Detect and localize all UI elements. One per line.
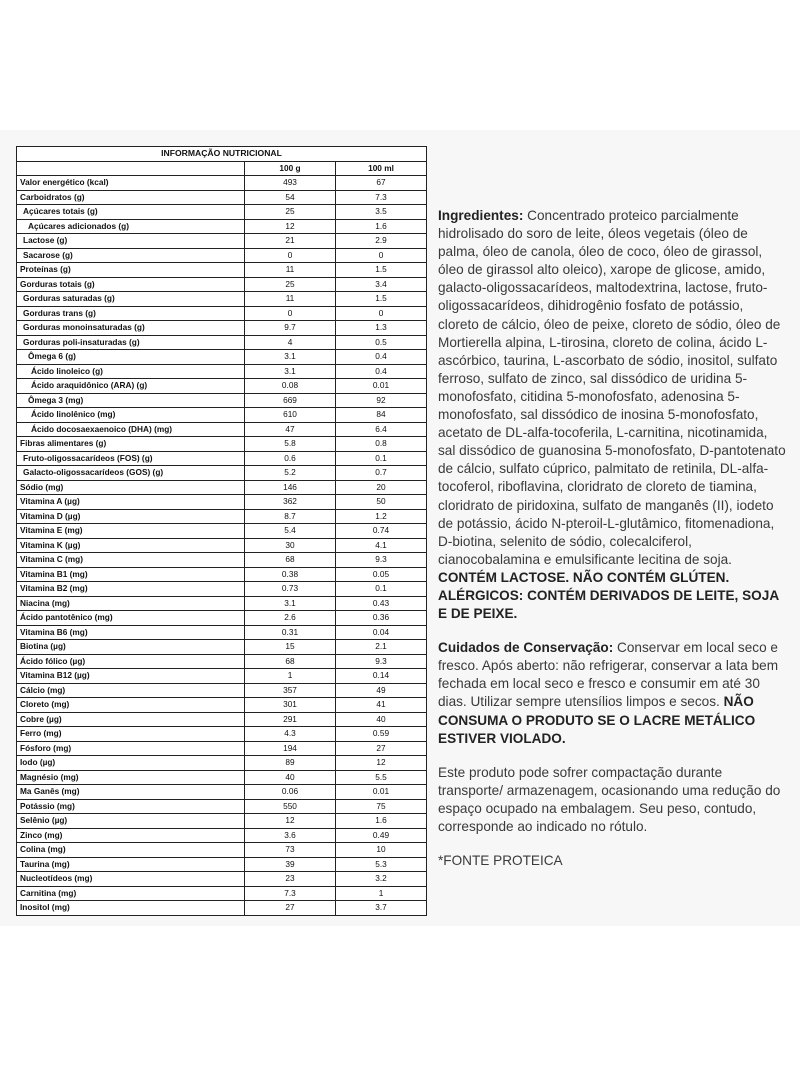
nutrient-name: Vitamina C (mg) bbox=[17, 553, 245, 568]
value-100ml: 0.1 bbox=[336, 451, 427, 466]
protein-footnote: *FONTE PROTEICA bbox=[438, 853, 563, 869]
value-100ml: 0 bbox=[336, 306, 427, 321]
table-row bbox=[17, 654, 427, 669]
value-100g: 2.6 bbox=[245, 611, 336, 626]
value-100ml: 3.5 bbox=[336, 205, 427, 220]
value-100g: 362 bbox=[245, 495, 336, 510]
value-100g: 5.4 bbox=[245, 524, 336, 539]
value-100ml: 1.6 bbox=[336, 814, 427, 829]
value-100ml: 1.6 bbox=[336, 219, 427, 234]
value-100ml: 1.3 bbox=[336, 321, 427, 336]
care-label: Cuidados de Conservação: bbox=[438, 640, 614, 656]
nutrient-name: Açúcares totais (g) bbox=[17, 205, 245, 220]
value-100g: 5.8 bbox=[245, 437, 336, 452]
value-100g: 23 bbox=[245, 872, 336, 887]
value-100ml: 3.4 bbox=[336, 277, 427, 292]
value-100ml: 50 bbox=[336, 495, 427, 510]
value-100ml: 1.5 bbox=[336, 263, 427, 278]
nutrient-name: Vitamina A (µg) bbox=[17, 495, 245, 510]
table-row bbox=[17, 190, 427, 205]
table-row bbox=[17, 292, 427, 307]
table-row bbox=[17, 683, 427, 698]
nutrient-name: Carnitina (mg) bbox=[17, 886, 245, 901]
value-100ml: 1.5 bbox=[336, 292, 427, 307]
value-100g: 194 bbox=[245, 741, 336, 756]
value-100g: 0 bbox=[245, 248, 336, 263]
nutrition-header-blank bbox=[17, 161, 245, 176]
value-100ml: 20 bbox=[336, 480, 427, 495]
value-100g: 9.7 bbox=[245, 321, 336, 336]
value-100g: 68 bbox=[245, 553, 336, 568]
table-row bbox=[17, 538, 427, 553]
value-100ml: 0.43 bbox=[336, 596, 427, 611]
value-100ml: 27 bbox=[336, 741, 427, 756]
table-row bbox=[17, 770, 427, 785]
value-100g: 68 bbox=[245, 654, 336, 669]
value-100ml: 0.05 bbox=[336, 567, 427, 582]
table-row bbox=[17, 205, 427, 220]
column-header-100ml: 100 ml bbox=[336, 161, 427, 176]
value-100ml: 2.9 bbox=[336, 234, 427, 249]
nutrient-name: Magnésio (mg) bbox=[17, 770, 245, 785]
table-row bbox=[17, 335, 427, 350]
value-100ml: 5.5 bbox=[336, 770, 427, 785]
value-100g: 0.6 bbox=[245, 451, 336, 466]
value-100g: 12 bbox=[245, 219, 336, 234]
value-100ml: 3.7 bbox=[336, 901, 427, 916]
seal-warning: NÃO CONSUMA O PRODUTO SE O LACRE METÁLICO ESTIVER VIOLADO. bbox=[438, 694, 756, 746]
nutrient-name: Fósforo (mg) bbox=[17, 741, 245, 756]
value-100g: 493 bbox=[245, 176, 336, 191]
value-100g: 47 bbox=[245, 422, 336, 437]
value-100ml: 10 bbox=[336, 843, 427, 858]
value-100g: 0.08 bbox=[245, 379, 336, 394]
value-100g: 11 bbox=[245, 263, 336, 278]
nutrition-header-row bbox=[17, 161, 427, 176]
value-100g: 3.1 bbox=[245, 596, 336, 611]
value-100ml: 0.5 bbox=[336, 335, 427, 350]
value-100g: 3.6 bbox=[245, 828, 336, 843]
value-100ml: 0 bbox=[336, 248, 427, 263]
table-row bbox=[17, 567, 427, 582]
table-row bbox=[17, 596, 427, 611]
table-row bbox=[17, 886, 427, 901]
nutrient-name: Proteínas (g) bbox=[17, 263, 245, 278]
nutrient-name: Inositol (mg) bbox=[17, 901, 245, 916]
nutrient-name: Ácido pantotênico (mg) bbox=[17, 611, 245, 626]
value-100ml: 9.3 bbox=[336, 654, 427, 669]
table-row bbox=[17, 799, 427, 814]
nutrient-name: Cálcio (mg) bbox=[17, 683, 245, 698]
value-100g: 25 bbox=[245, 277, 336, 292]
table-row bbox=[17, 176, 427, 191]
table-row bbox=[17, 422, 427, 437]
nutrient-name: Ácido fólico (µg) bbox=[17, 654, 245, 669]
nutrient-name: Zinco (mg) bbox=[17, 828, 245, 843]
value-100g: 8.7 bbox=[245, 509, 336, 524]
table-row bbox=[17, 263, 427, 278]
value-100g: 40 bbox=[245, 770, 336, 785]
nutrient-name: Vitamina D (µg) bbox=[17, 509, 245, 524]
table-row bbox=[17, 437, 427, 452]
nutrient-name: Potássio (mg) bbox=[17, 799, 245, 814]
value-100g: 301 bbox=[245, 698, 336, 713]
value-100ml: 75 bbox=[336, 799, 427, 814]
value-100g: 0.31 bbox=[245, 625, 336, 640]
nutrient-name: Selênio (µg) bbox=[17, 814, 245, 829]
nutrient-name: Gorduras monoinsaturadas (g) bbox=[17, 321, 245, 336]
nutrient-name: Nucleotídeos (mg) bbox=[17, 872, 245, 887]
value-100g: 11 bbox=[245, 292, 336, 307]
table-row bbox=[17, 466, 427, 481]
value-100ml: 0.04 bbox=[336, 625, 427, 640]
nutrient-name: Gorduras totais (g) bbox=[17, 277, 245, 292]
value-100ml: 2.1 bbox=[336, 640, 427, 655]
table-row bbox=[17, 640, 427, 655]
table-row bbox=[17, 393, 427, 408]
table-row bbox=[17, 582, 427, 597]
value-100g: 12 bbox=[245, 814, 336, 829]
value-100g: 610 bbox=[245, 408, 336, 423]
nutrient-name: Vitamina K (µg) bbox=[17, 538, 245, 553]
nutrient-name: Gorduras poli-insaturadas (g) bbox=[17, 335, 245, 350]
nutrition-body bbox=[17, 176, 427, 916]
care-paragraph bbox=[438, 639, 786, 748]
value-100g: 1 bbox=[245, 669, 336, 684]
value-100g: 73 bbox=[245, 843, 336, 858]
nutrient-name: Ma Ganês (mg) bbox=[17, 785, 245, 800]
value-100g: 25 bbox=[245, 205, 336, 220]
value-100ml: 6.4 bbox=[336, 422, 427, 437]
nutrient-name: Iodo (µg) bbox=[17, 756, 245, 771]
table-row bbox=[17, 306, 427, 321]
value-100ml: 0.49 bbox=[336, 828, 427, 843]
nutrition-title: INFORMAÇÃO NUTRICIONAL bbox=[17, 147, 427, 162]
ingredients-label: Ingredientes: bbox=[438, 208, 524, 223]
table-row bbox=[17, 248, 427, 263]
table-row bbox=[17, 408, 427, 423]
value-100ml: 49 bbox=[336, 683, 427, 698]
care-text: Conservar em local seco e fresco. Após aberto: não refrigerar, conservar a lata bem fechada em local seco e fresco e consumir em até 30 dias. Utilizar sempre utensílios limpos e secos. bbox=[438, 640, 779, 710]
value-100g: 54 bbox=[245, 190, 336, 205]
table-row bbox=[17, 234, 427, 249]
nutrient-name: Cobre (µg) bbox=[17, 712, 245, 727]
table-row bbox=[17, 857, 427, 872]
value-100ml: 84 bbox=[336, 408, 427, 423]
value-100g: 4 bbox=[245, 335, 336, 350]
value-100g: 146 bbox=[245, 480, 336, 495]
table-row bbox=[17, 451, 427, 466]
nutrient-name: Sódio (mg) bbox=[17, 480, 245, 495]
value-100ml: 0.01 bbox=[336, 379, 427, 394]
value-100ml: 0.8 bbox=[336, 437, 427, 452]
nutrient-name: Ômega 6 (g) bbox=[17, 350, 245, 365]
nutrient-name: Lactose (g) bbox=[17, 234, 245, 249]
nutrient-name: Ácido linoleico (g) bbox=[17, 364, 245, 379]
value-100ml: 9.3 bbox=[336, 553, 427, 568]
value-100ml: 67 bbox=[336, 176, 427, 191]
value-100g: 7.3 bbox=[245, 886, 336, 901]
table-row bbox=[17, 480, 427, 495]
value-100ml: 5.3 bbox=[336, 857, 427, 872]
nutrient-name: Colina (mg) bbox=[17, 843, 245, 858]
nutrient-name: Ferro (mg) bbox=[17, 727, 245, 742]
nutrient-name: Carboidratos (g) bbox=[17, 190, 245, 205]
table-row bbox=[17, 828, 427, 843]
table-row bbox=[17, 524, 427, 539]
nutrient-name: Galacto-oligossacarídeos (GOS) (g) bbox=[17, 466, 245, 481]
table-row bbox=[17, 277, 427, 292]
nutrient-name: Ácido docosaexaenoico (DHA) (mg) bbox=[17, 422, 245, 437]
value-100ml: 0.14 bbox=[336, 669, 427, 684]
table-row bbox=[17, 712, 427, 727]
nutrient-name: Fruto-oligossacarídeos (FOS) (g) bbox=[17, 451, 245, 466]
table-row bbox=[17, 321, 427, 336]
table-row bbox=[17, 727, 427, 742]
table-row bbox=[17, 379, 427, 394]
nutrient-name: Gorduras saturadas (g) bbox=[17, 292, 245, 307]
table-row bbox=[17, 495, 427, 510]
table-row bbox=[17, 698, 427, 713]
value-100ml: 0.59 bbox=[336, 727, 427, 742]
allergen-warning: CONTÉM LACTOSE. NÃO CONTÉM GLÚTEN. ALÉRGICOS: CONTÉM DERIVADOS DE LEITE, SOJA E DE PEIXE. bbox=[438, 569, 779, 622]
table-row bbox=[17, 814, 427, 829]
value-100ml: 0.36 bbox=[336, 611, 427, 626]
value-100ml: 0.7 bbox=[336, 466, 427, 481]
value-100g: 550 bbox=[245, 799, 336, 814]
value-100g: 0.06 bbox=[245, 785, 336, 800]
nutrient-name: Sacarose (g) bbox=[17, 248, 245, 263]
table-row bbox=[17, 219, 427, 234]
value-100g: 0.73 bbox=[245, 582, 336, 597]
nutrient-name: Vitamina B12 (µg) bbox=[17, 669, 245, 684]
table-row bbox=[17, 741, 427, 756]
value-100ml: 0.1 bbox=[336, 582, 427, 597]
nutrition-table bbox=[16, 146, 427, 916]
nutrient-name: Taurina (mg) bbox=[17, 857, 245, 872]
value-100ml: 12 bbox=[336, 756, 427, 771]
nutrient-name: Biotina (µg) bbox=[17, 640, 245, 655]
nutrition-title-row bbox=[17, 147, 427, 162]
value-100ml: 4.1 bbox=[336, 538, 427, 553]
value-100ml: 1 bbox=[336, 886, 427, 901]
value-100ml: 40 bbox=[336, 712, 427, 727]
table-row bbox=[17, 785, 427, 800]
table-row bbox=[17, 553, 427, 568]
ingredients-paragraph bbox=[438, 207, 786, 623]
table-row bbox=[17, 843, 427, 858]
nutrient-name: Vitamina B1 (mg) bbox=[17, 567, 245, 582]
value-100g: 27 bbox=[245, 901, 336, 916]
nutrient-name: Gorduras trans (g) bbox=[17, 306, 245, 321]
table-row bbox=[17, 509, 427, 524]
nutrient-name: Ácido linolênico (mg) bbox=[17, 408, 245, 423]
value-100g: 30 bbox=[245, 538, 336, 553]
value-100g: 0 bbox=[245, 306, 336, 321]
value-100g: 0.38 bbox=[245, 567, 336, 582]
value-100g: 21 bbox=[245, 234, 336, 249]
nutrient-name: Vitamina B2 (mg) bbox=[17, 582, 245, 597]
nutrient-name: Valor energético (kcal) bbox=[17, 176, 245, 191]
table-row bbox=[17, 901, 427, 916]
nutrient-name: Niacina (mg) bbox=[17, 596, 245, 611]
table-row bbox=[17, 756, 427, 771]
value-100ml: 0.4 bbox=[336, 364, 427, 379]
nutrient-name: Açúcares adicionados (g) bbox=[17, 219, 245, 234]
value-100g: 5.2 bbox=[245, 466, 336, 481]
compaction-note: Este produto pode sofrer compactação durante transporte/ armazenagem, ocasionando uma redução do espaço ocupado na embalagem. Seu peso, contudo, corresponde ao indicado no rótulo. bbox=[438, 764, 781, 834]
value-100ml: 0.74 bbox=[336, 524, 427, 539]
value-100ml: 0.01 bbox=[336, 785, 427, 800]
table-row bbox=[17, 611, 427, 626]
value-100ml: 7.3 bbox=[336, 190, 427, 205]
column-header-100g: 100 g bbox=[245, 161, 336, 176]
value-100g: 669 bbox=[245, 393, 336, 408]
nutrient-name: Vitamina E (mg) bbox=[17, 524, 245, 539]
value-100g: 357 bbox=[245, 683, 336, 698]
table-row bbox=[17, 625, 427, 640]
value-100ml: 3.2 bbox=[336, 872, 427, 887]
value-100ml: 0.4 bbox=[336, 350, 427, 365]
value-100g: 89 bbox=[245, 756, 336, 771]
value-100ml: 41 bbox=[336, 698, 427, 713]
table-row bbox=[17, 350, 427, 365]
value-100g: 291 bbox=[245, 712, 336, 727]
value-100g: 3.1 bbox=[245, 364, 336, 379]
value-100ml: 92 bbox=[336, 393, 427, 408]
value-100ml: 1.2 bbox=[336, 509, 427, 524]
nutrient-name: Cloreto (mg) bbox=[17, 698, 245, 713]
table-row bbox=[17, 872, 427, 887]
nutrient-name: Ácido araquidônico (ARA) (g) bbox=[17, 379, 245, 394]
value-100g: 15 bbox=[245, 640, 336, 655]
table-row bbox=[17, 364, 427, 379]
nutrient-name: Fibras alimentares (g) bbox=[17, 437, 245, 452]
ingredients-text: Concentrado proteico parcialmente hidrolisado do soro de leite, óleos vegetais (óleo de palma, óleo de canola, óleo de coco, óleo de girassol, óleo de girassol alto oleico), xarope de glicose, amido, galacto-oligossacarídeos, maltodextrina, lactose, fruto-oligossacarídeos, dihidrogênio fosfato de potássio, cloreto de cálcio, óleo de peixe, cloreto de sódio, óleo de Mortierella alpina, L-tirosina, cloreto de colina, ácido L-ascórbico, taurina, L-ascorbato de sódio, inositol, sulfato ferroso, sulfato de zinco, sal dissódico de uridina 5-monofosfato, citidina 5-monofosfato, adenosina 5-monofosfato, sal dissódico de inosina 5-monofosfato, acetato de DL-alfa-tocoferila, L-carnitina, nicotinamida, sal dissódico de guanosina 5-monofosfato, D-pantotenato de cálcio, sulfato cúprico, palmitato de retinila, DL-alfa-tocoferol, riboflavina, cloridrato de cloreto de tiamina, cloridrato de piridoxina, sulfato de manganês (II), iodeto de potássio, ácido N-pteroil-L-glutâmico, fitomenadiona, D-biotina, selenito de sódio, colecalciferol, cianocobalamina e emulsificante lecitina de soja. bbox=[438, 208, 786, 567]
product-info-text bbox=[438, 207, 786, 886]
value-100g: 3.1 bbox=[245, 350, 336, 365]
nutrient-name: Vitamina B6 (mg) bbox=[17, 625, 245, 640]
table-row bbox=[17, 669, 427, 684]
value-100g: 39 bbox=[245, 857, 336, 872]
value-100g: 4.3 bbox=[245, 727, 336, 742]
nutrient-name: Ômega 3 (mg) bbox=[17, 393, 245, 408]
